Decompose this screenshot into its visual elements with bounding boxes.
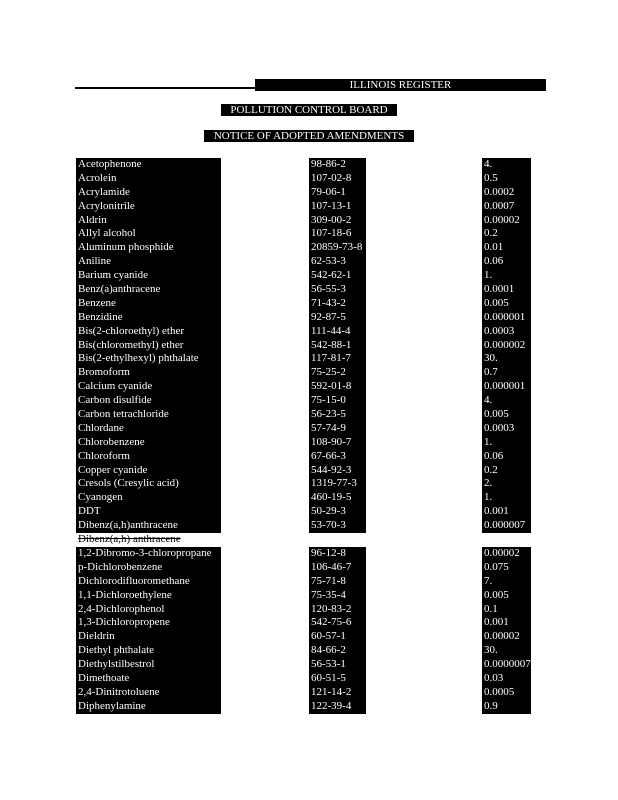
substance-name: Barium cyanide [76,269,221,283]
limit-value: 0.5 [482,172,531,186]
cas-number: 111-44-4 [309,325,366,339]
table-row [0,352,618,366]
cas-number: 56-23-5 [309,408,366,422]
table-row [0,380,618,394]
table-row [0,575,618,589]
table-row [0,672,618,686]
table-row [0,505,618,519]
table-row [0,339,618,353]
cas-number: 20859-73-8 [309,241,366,255]
substance-name: 2,4-Dinitrotoluene [76,686,221,700]
substance-name: Dieldrin [76,630,221,644]
table-row [0,464,618,478]
substance-name: Benzene [76,297,221,311]
cas-number: 96-12-8 [309,547,366,561]
cas-number: 50-29-3 [309,505,366,519]
substance-name: Chlordane [76,422,221,436]
table-row [0,366,618,380]
limit-value: 0.0003 [482,422,531,436]
cas-number: 60-57-1 [309,630,366,644]
cas-number: 71-43-2 [309,297,366,311]
table-row [0,283,618,297]
cas-number: 117-81-7 [309,352,366,366]
cas-number: 53-70-3 [309,519,366,533]
limit-value: 1. [482,269,531,283]
substance-name: p-Dichlorobenzene [76,561,221,575]
limit-value: 0.075 [482,561,531,575]
substance-name: 2,4-Dichlorophenol [76,603,221,617]
table-row [0,547,618,561]
substance-name: Benz(a)anthracene [76,283,221,297]
substance-name: Acrylamide [76,186,221,200]
cas-number: 75-35-4 [309,589,366,603]
cas-number: 92-87-5 [309,311,366,325]
cas-number: 60-51-5 [309,672,366,686]
limit-value: 0.001 [482,616,531,630]
cas-number: 309-00-2 [309,214,366,228]
limit-value: 0.000007 [482,519,531,533]
cas-number: 592-01-8 [309,380,366,394]
limit-value: 0.005 [482,408,531,422]
substance-name: Acetophenone [76,158,221,172]
limit-value: 0.0007 [482,200,531,214]
substance-name: 1,1-Dichloroethylene [76,589,221,603]
substance-name: Cyanogen [76,491,221,505]
table-row [0,158,618,172]
cas-number: 79-06-1 [309,186,366,200]
substance-name: Bis(2-ethylhexyl) phthalate [76,352,221,366]
substance-name: DDT [76,505,221,519]
table-row [0,241,618,255]
cas-number: 542-62-1 [309,269,366,283]
substance-name: Bis(chloromethyl) ether [76,339,221,353]
substance-name: Aniline [76,255,221,269]
table-row [0,616,618,630]
table-row [0,630,618,644]
limit-value: 0.2 [482,227,531,241]
substance-name: Cresols (Cresylic acid) [76,477,221,491]
substance-name: Dimethoate [76,672,221,686]
substance-name: Diethylstilbestrol [76,658,221,672]
table-row [0,561,618,575]
cas-number: 57-74-9 [309,422,366,436]
limit-value: 0.2 [482,464,531,478]
table-row [0,436,618,450]
substance-name: Aldrin [76,214,221,228]
table-row [0,172,618,186]
table-row [0,519,618,533]
limit-value: 0.9 [482,700,531,714]
substance-name: Bromoform [76,366,221,380]
table-row [0,269,618,283]
cas-number: 56-53-1 [309,658,366,672]
limit-value: 0.00002 [482,214,531,228]
cas-number: 460-19-5 [309,491,366,505]
table-row [0,589,618,603]
table-row [0,325,618,339]
table-row [0,255,618,269]
limit-value: 0.000001 [482,311,531,325]
limit-value: 0.0001 [482,283,531,297]
limit-value: 0.000002 [482,339,531,353]
substance-name: Carbon tetrachloride [76,408,221,422]
limit-value: 30. [482,644,531,658]
substance-name: Bis(2-chloroethyl) ether [76,325,221,339]
cas-number: 75-71-8 [309,575,366,589]
substance-name: Calcium cyanide [76,380,221,394]
substance-table [0,158,618,714]
limit-value: 4. [482,394,531,408]
limit-value: 0.7 [482,366,531,380]
cas-number: 84-66-2 [309,644,366,658]
limit-value: 0.0003 [482,325,531,339]
limit-value: 0.001 [482,505,531,519]
substance-name: Chloroform [76,450,221,464]
limit-value: 7. [482,575,531,589]
substance-name: 1,2-Dibromo-3-chloropropane [76,547,221,561]
table-row [0,491,618,505]
cas-number: 542-75-6 [309,616,366,630]
cas-number: 1319-77-3 [309,477,366,491]
substance-name: Copper cyanide [76,464,221,478]
substance-name: 1,3-Dichloropropene [76,616,221,630]
substance-name: Chlorobenzene [76,436,221,450]
table-row [0,477,618,491]
substance-name: Benzidine [76,311,221,325]
table-row [0,686,618,700]
limit-value: 1. [482,491,531,505]
notice-title: NOTICE OF ADOPTED AMENDMENTS [204,130,414,142]
table-row [0,450,618,464]
limit-value: 0.00002 [482,630,531,644]
substance-name: Acrylonitrile [76,200,221,214]
table-row [0,658,618,672]
substance-name: Dibenz(a,h)anthracene [76,519,221,533]
limit-value: 0.005 [482,589,531,603]
substance-name: Acrolein [76,172,221,186]
substance-name: Dibenz(a,h) anthracene [76,533,221,547]
table-row [0,394,618,408]
substance-name: Aluminum phosphide [76,241,221,255]
table-row [0,644,618,658]
table-row [0,186,618,200]
cas-number: 98-86-2 [309,158,366,172]
limit-value: 0.0000007 [484,658,531,671]
table-row [0,311,618,325]
limit-value: 1. [482,436,531,450]
limit-value: 0.000001 [482,380,531,394]
substance-name: Diphenylamine [76,700,221,714]
table-row [0,408,618,422]
limit-value: 0.06 [482,255,531,269]
limit-value: 0.1 [482,603,531,617]
cas-number: 56-55-3 [309,283,366,297]
substance-name: Carbon disulfide [76,394,221,408]
board-title: POLLUTION CONTROL BOARD [221,104,397,116]
table-row [0,227,618,241]
limit-value: 0.00002 [482,547,531,561]
cas-number: 108-90-7 [309,436,366,450]
cas-number: 106-46-7 [309,561,366,575]
cas-number: 107-18-6 [309,227,366,241]
limit-value: 0.0005 [482,686,531,700]
limit-value: 30. [482,352,531,366]
cas-number: 75-15-0 [309,394,366,408]
cas-number: 75-25-2 [309,366,366,380]
limit-value: 0.005 [482,297,531,311]
limit-value: 0.0002 [482,186,531,200]
cas-number: 544-92-3 [309,464,366,478]
cas-number: 62-53-3 [309,255,366,269]
table-row [0,422,618,436]
table-row [0,700,618,714]
cas-number: 542-88-1 [309,339,366,353]
cas-number: 120-83-2 [309,603,366,617]
table-row [0,200,618,214]
substance-name: Diethyl phthalate [76,644,221,658]
header-rule-left [75,87,255,89]
cas-number: 107-02-8 [309,172,366,186]
limit-value: 2. [482,477,531,491]
cas-number: 107-13-1 [309,200,366,214]
substance-name: Dichlorodifluoromethane [76,575,221,589]
limit-value: 0.06 [482,450,531,464]
table-row [0,214,618,228]
table-row [0,297,618,311]
substance-name: Allyl alcohol [76,227,221,241]
register-title: ILLINOIS REGISTER [255,79,546,91]
cas-number: 122-39-4 [309,700,366,714]
cas-number: 67-66-3 [309,450,366,464]
limit-value: 0.01 [482,241,531,255]
table-row [0,533,618,547]
table-row [0,603,618,617]
limit-value: 0.03 [482,672,531,686]
limit-value: 4. [482,158,531,172]
cas-number: 121-14-2 [309,686,366,700]
